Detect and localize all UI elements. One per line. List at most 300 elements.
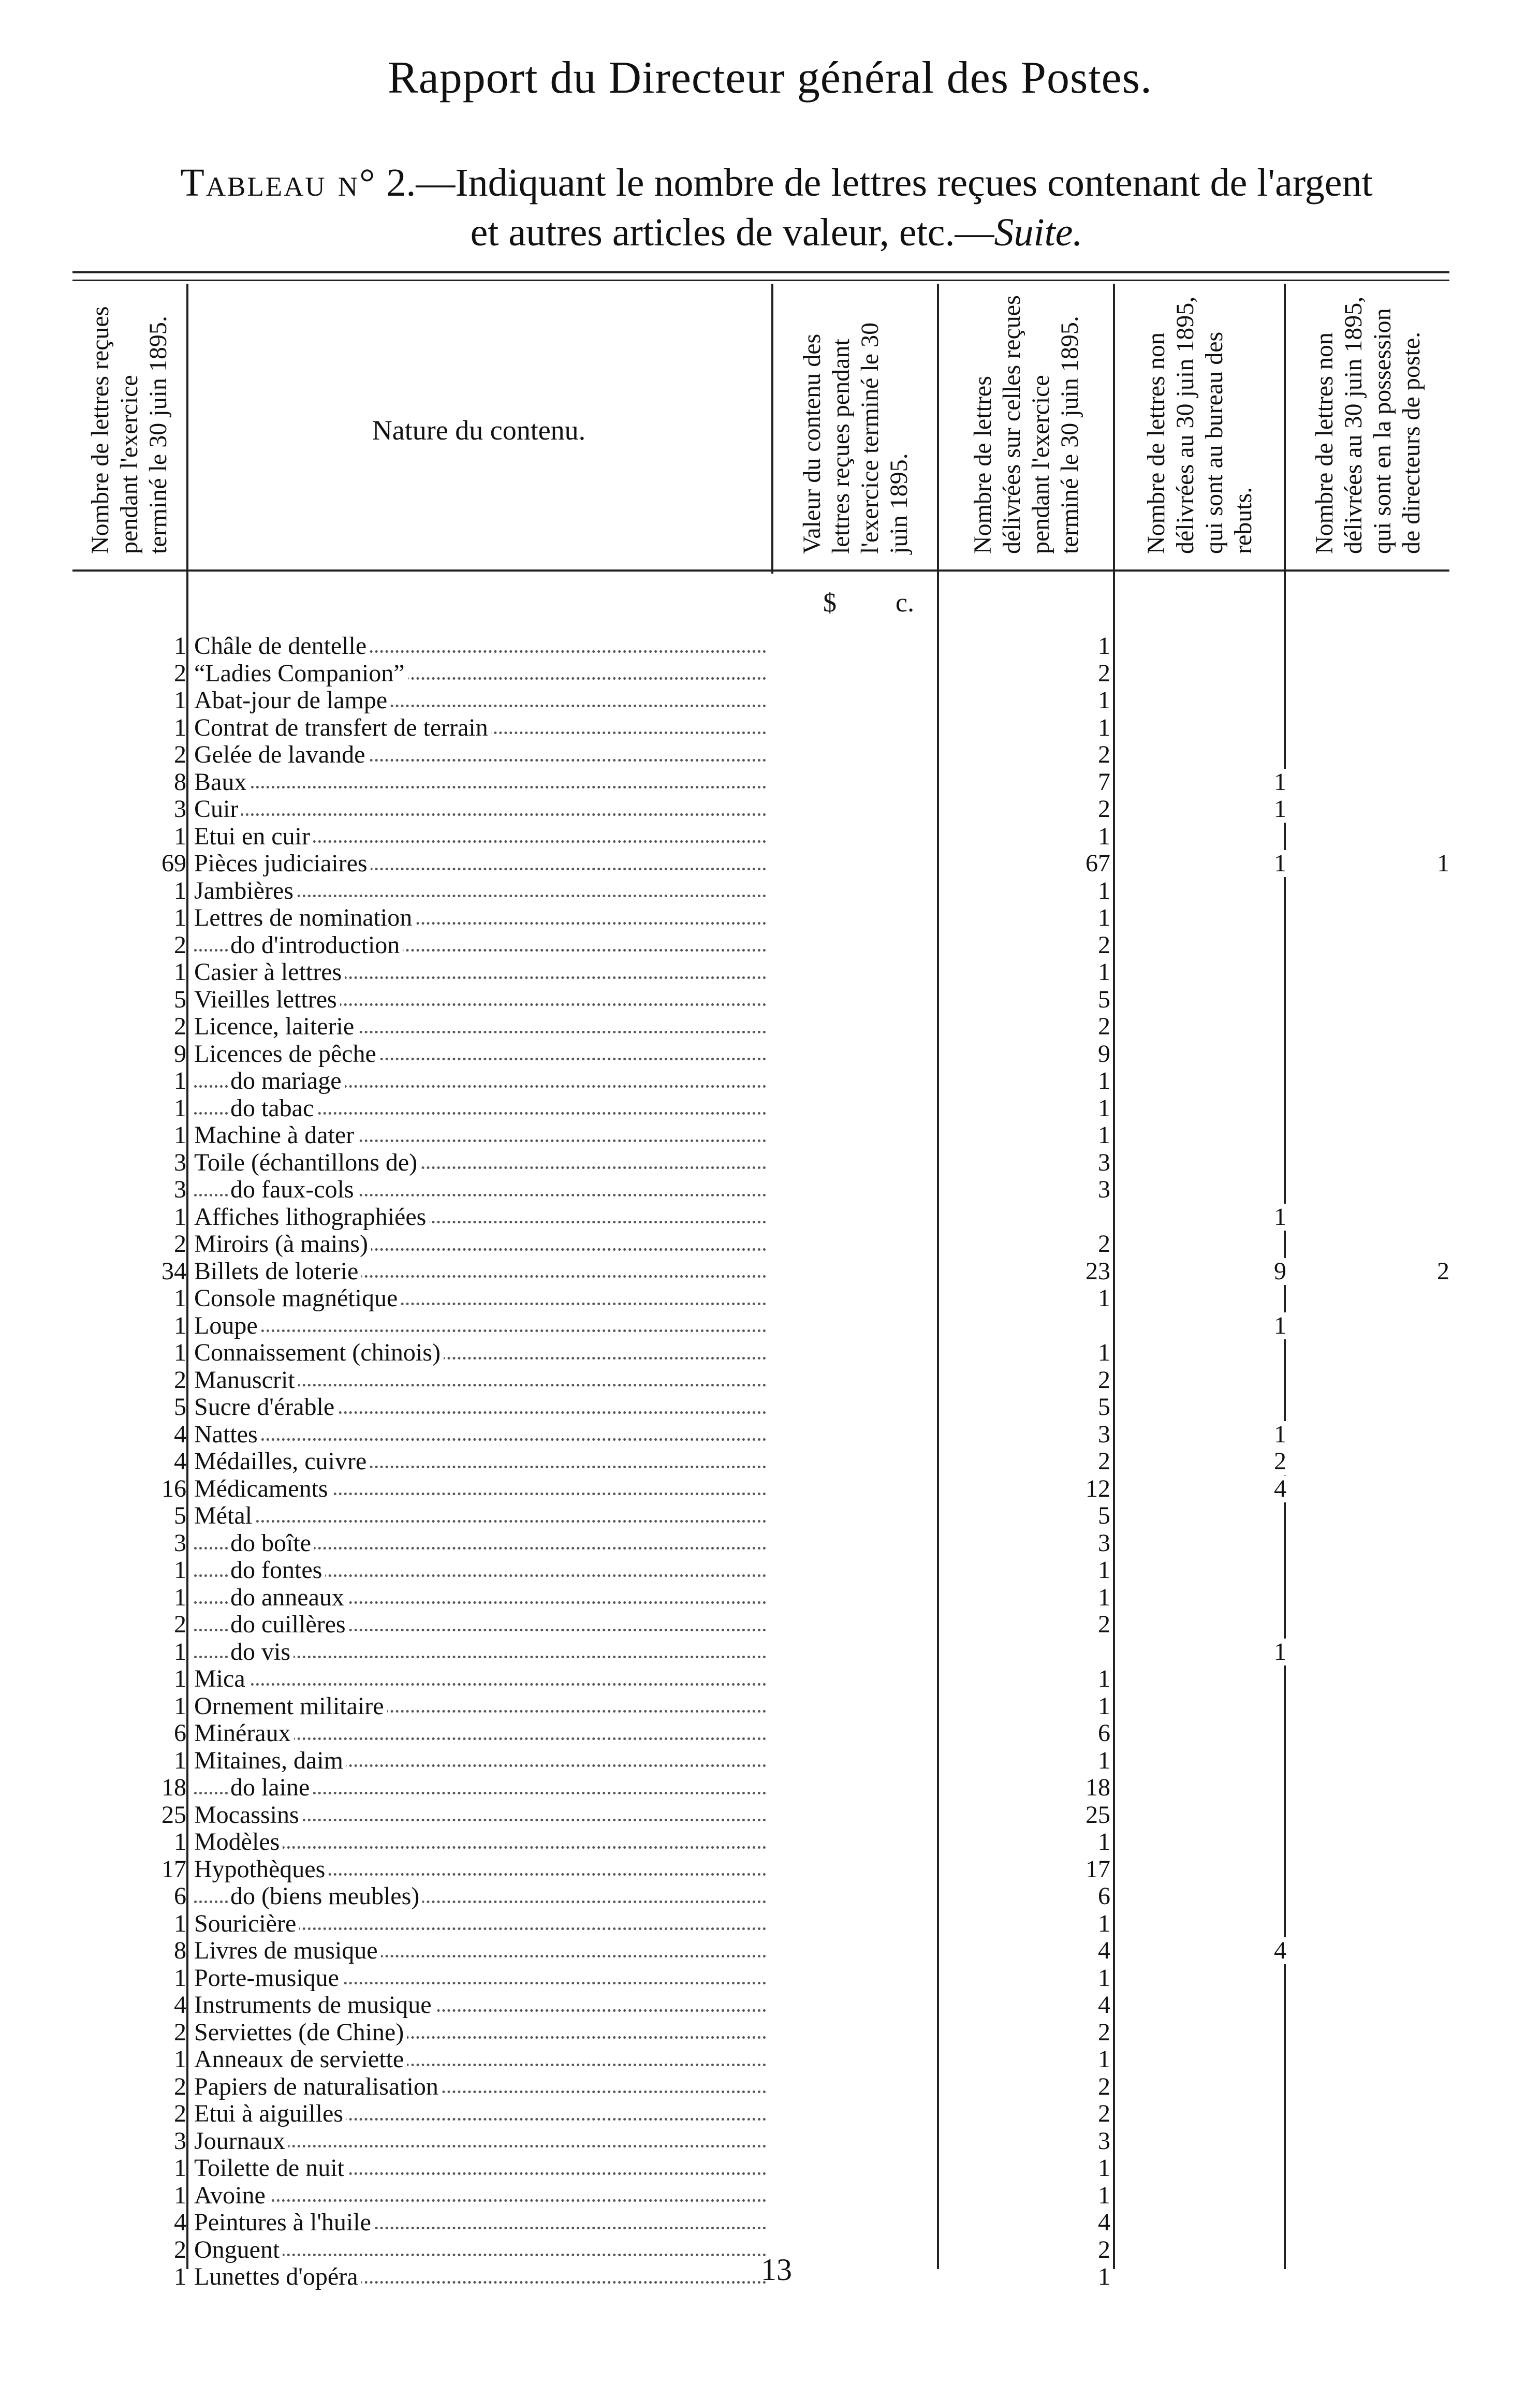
cell-recues: 4: [174, 1992, 186, 2019]
table-row: [0, 850, 1540, 878]
table-row: [0, 878, 1540, 905]
cell-recues: 2: [174, 741, 186, 768]
cell-nature: [194, 1584, 766, 1612]
table-row: [0, 1122, 1540, 1149]
cell-delivrees: [940, 1720, 1110, 1747]
cell-nature: [194, 1856, 766, 1883]
table-row: [0, 2155, 1540, 2182]
cell-nature: [194, 1502, 766, 1530]
cell-value: 2: [1270, 1448, 1286, 1475]
cell-recues: 1: [174, 1829, 186, 1855]
cell-non-delivrees: [1118, 1312, 1286, 1340]
table-row: [0, 769, 1540, 796]
nature-label: Anneaux de serviette: [194, 2046, 407, 2073]
cell-nature: [194, 2128, 766, 2155]
cell-nature: [194, 1013, 766, 1041]
table-row: [0, 714, 1540, 742]
cell-value: 1: [1094, 2263, 1110, 2290]
nature-label: Connaissement (chinois): [194, 1339, 444, 1366]
cell-non-delivrees: [1118, 1475, 1286, 1503]
nature-label: Mica: [194, 1665, 248, 1692]
nature-label: do boîte: [230, 1530, 314, 1557]
table-row: [0, 2019, 1540, 2047]
nature-label: Métal: [194, 1502, 255, 1529]
table-row: [0, 1802, 1540, 1829]
cell-recues: 1: [174, 2155, 186, 2182]
cell-recues: 1: [174, 2263, 186, 2290]
nature-label: Ornement militaire: [194, 1693, 387, 1720]
cell-recues: 1: [174, 1557, 186, 1584]
cell-nature: [194, 1693, 766, 1720]
cell-value: 5: [1094, 1502, 1110, 1529]
nature-label: do fontes: [230, 1557, 325, 1584]
cell-recues: 1: [174, 1094, 186, 1122]
cell-recues: 3: [174, 796, 186, 823]
nature-label: Serviettes (de Chine): [194, 2019, 407, 2046]
table-row: [0, 1149, 1540, 1177]
cell-recues: 1: [174, 633, 186, 660]
nature-label: do mariage: [230, 1068, 345, 1094]
cell-value: 1: [1270, 1312, 1286, 1339]
cell-value: 1: [1094, 1584, 1110, 1611]
table-row: [0, 986, 1540, 1014]
cell-delivrees: [940, 932, 1110, 959]
cell-nature: [194, 1122, 766, 1149]
cell-value: 2: [1094, 1448, 1110, 1475]
cell-delivrees: [940, 2237, 1110, 2264]
cell-recues: 1: [174, 1665, 186, 1692]
cell-value: 9: [1094, 1041, 1110, 1068]
cell-value: 1: [1094, 904, 1110, 931]
cell-recues: 5: [174, 1394, 186, 1421]
table-row: [0, 1665, 1540, 1693]
header-recues: [72, 290, 186, 559]
cell-delivrees: [940, 687, 1110, 714]
nature-label: Etui à aiguilles: [194, 2100, 346, 2127]
cell-value: 1: [1270, 1639, 1286, 1665]
cell-nature: [194, 932, 766, 959]
cell-delivrees: [940, 1747, 1110, 1775]
cell-nature: [194, 878, 766, 905]
nature-label: Abat-jour de lampe: [194, 687, 390, 714]
cell-value: 2: [1094, 1611, 1110, 1638]
table-row: [0, 1285, 1540, 1312]
cell-value: 67: [1081, 850, 1110, 877]
cell-delivrees: [940, 1992, 1110, 2019]
cell-value: 1: [1094, 1068, 1110, 1094]
cell-nature: [194, 1095, 766, 1122]
cell-value: 4: [1094, 2209, 1110, 2236]
cell-delivrees: [940, 660, 1110, 688]
cell-value: 4: [1094, 1937, 1110, 1964]
nature-label: Lunettes d'opéra: [194, 2263, 361, 2290]
cell-nature: [194, 1285, 766, 1312]
nature-label: Lettres de nomination: [194, 904, 415, 931]
cell-delivrees: [940, 2100, 1110, 2128]
cell-recues: 8: [174, 768, 186, 796]
cell-value: 1: [1433, 850, 1449, 877]
cell-nature: [194, 2237, 766, 2264]
cell-value: 3: [1094, 2128, 1110, 2155]
table-row: [0, 1204, 1540, 1231]
cell-value: 18: [1081, 1774, 1110, 1801]
nature-label: Livres de musique: [194, 1937, 381, 1964]
cell-nature: [194, 1829, 766, 1856]
cell-recues: 1: [174, 714, 186, 741]
cell-non-delivrees: [1118, 769, 1286, 796]
nature-label: Papiers de naturalisation: [194, 2073, 442, 2100]
cell-value: 2: [1094, 1367, 1110, 1394]
table-title-suite: Suite.: [994, 211, 1083, 254]
table-row: [0, 1557, 1540, 1584]
cell-value: 4: [1270, 1937, 1286, 1964]
nature-label: Nattes: [194, 1421, 261, 1448]
table-row: [0, 741, 1540, 769]
table-label: Tableau n°: [180, 161, 377, 204]
cell-nature: [194, 1720, 766, 1747]
cell-value: 2: [1094, 1231, 1110, 1258]
cell-nature: [194, 2019, 766, 2047]
table-row: [0, 796, 1540, 823]
cell-recues: 6: [174, 1720, 186, 1747]
cell-value: 2: [1433, 1258, 1449, 1285]
cell-recues: 25: [162, 1801, 186, 1829]
cell-value: 1: [1094, 1910, 1110, 1937]
cell-nature: [194, 1557, 766, 1584]
header-valeur: [774, 290, 937, 559]
cell-recues: 34: [162, 1258, 186, 1285]
cell-value: 2: [1094, 2100, 1110, 2127]
nature-label: Mitaines, daim: [194, 1747, 346, 1774]
cell-recues: 18: [162, 1774, 186, 1801]
cell-recues: 2: [174, 2019, 186, 2046]
cell-nature: [194, 796, 766, 823]
unit-dollars: $: [823, 588, 837, 618]
cell-recues: 4: [174, 1421, 186, 1448]
table-title-text1: 2.—Indiquant le nombre de lettres reçues contenant de l'argent: [386, 161, 1373, 204]
header-possession: [1286, 290, 1449, 559]
nature-label: Porte-musique: [194, 1965, 342, 1992]
cell-value: 1: [1094, 2182, 1110, 2209]
header-delivrees: [940, 290, 1113, 559]
cell-delivrees: [940, 1611, 1110, 1639]
cell-delivrees: [940, 741, 1110, 769]
table-row: [0, 1829, 1540, 1856]
table-title: [78, 158, 1475, 257]
cell-delivrees: [940, 986, 1110, 1014]
cell-value: 4: [1094, 1992, 1110, 2019]
column-divider: [771, 284, 773, 574]
nature-label: “Ladies Companion”: [194, 660, 408, 687]
cell-value: 1: [1094, 959, 1110, 986]
cell-delivrees: [940, 1910, 1110, 1938]
cell-value: 1: [1094, 1285, 1110, 1312]
cell-nature: [194, 1204, 766, 1231]
cell-non-delivrees: [1118, 1258, 1286, 1285]
cell-delivrees: [940, 1802, 1110, 1829]
cell-recues: 2: [174, 2073, 186, 2100]
nature-label: Loupe: [194, 1312, 261, 1339]
cell-nature: [194, 1910, 766, 1938]
table-row: [0, 1747, 1540, 1775]
table-row: [0, 660, 1540, 688]
cell-delivrees: [940, 2263, 1110, 2291]
cell-non-delivrees: [1118, 1448, 1286, 1475]
cell-recues: 2: [174, 1366, 186, 1394]
cell-delivrees: [940, 1122, 1110, 1149]
cell-delivrees: [940, 2073, 1110, 2101]
table-row: [0, 932, 1540, 959]
cell-nature: [194, 1339, 766, 1367]
cell-value: 3: [1094, 1149, 1110, 1176]
cell-recues: 2: [174, 1611, 186, 1638]
cell-recues: 3: [174, 1529, 186, 1557]
cell-value: 1: [1094, 2155, 1110, 2182]
cell-delivrees: [940, 904, 1110, 932]
nature-label: Casier à lettres: [194, 959, 345, 986]
cell-delivrees: [940, 1231, 1110, 1258]
header-non-delivrees: [1116, 290, 1284, 559]
cell-nature: [194, 904, 766, 932]
table-row: [0, 1693, 1540, 1720]
cell-nature: [194, 1367, 766, 1394]
cell-recues: 3: [174, 1149, 186, 1176]
cell-nature: [194, 959, 766, 986]
cell-nature: [194, 1041, 766, 1068]
table-row: [0, 1312, 1540, 1340]
cell-value: 3: [1094, 1176, 1110, 1203]
cell-non-delivrees: [1118, 850, 1286, 878]
table-row: [0, 1856, 1540, 1883]
cell-nature: [194, 660, 766, 688]
cell-non-delivrees: [1118, 1421, 1286, 1449]
cell-recues: 1: [174, 687, 186, 714]
cell-value: 1: [1094, 1747, 1110, 1774]
cell-delivrees: [940, 2128, 1110, 2155]
cell-value: 1: [1270, 1204, 1286, 1231]
cell-delivrees: [940, 1475, 1110, 1503]
cell-delivrees: [940, 2182, 1110, 2210]
cell-recues: 2: [174, 1231, 186, 1258]
cell-value: 1: [1270, 1421, 1286, 1448]
nature-label: Billets de loterie: [194, 1258, 361, 1285]
cell-possession: [1289, 850, 1449, 878]
table-row: [0, 2209, 1540, 2237]
nature-label: do faux-cols: [230, 1176, 357, 1203]
cell-nature: [194, 633, 766, 660]
cell-nature: [194, 687, 766, 714]
leader-dots: [194, 1683, 766, 1686]
cell-delivrees: [940, 1584, 1110, 1612]
leader-dots: [194, 1329, 766, 1332]
cell-value: 2: [1094, 1013, 1110, 1040]
leader-dots: [194, 1520, 766, 1523]
cell-nature: [194, 1448, 766, 1475]
cell-value: 2: [1094, 2237, 1110, 2263]
cell-delivrees: [940, 769, 1110, 796]
cell-value: 2: [1094, 741, 1110, 768]
cell-nature: [194, 1068, 766, 1095]
leader-dots: [194, 2199, 766, 2202]
cell-recues: 2: [174, 1013, 186, 1040]
cell-value: 2: [1094, 796, 1110, 823]
page-title: Rapport du Directeur général des Postes.: [388, 53, 1152, 103]
cell-recues: 1: [174, 1638, 186, 1665]
table-row: [0, 1584, 1540, 1612]
table-row: [0, 1421, 1540, 1449]
header-bottom-rule: [72, 569, 1449, 572]
nature-label: Minéraux: [194, 1720, 294, 1747]
nature-label: Médicaments: [194, 1475, 331, 1502]
nature-label: Journaux: [194, 2128, 288, 2155]
cell-recues: 1: [174, 823, 186, 850]
cell-recues: 1: [174, 1747, 186, 1774]
cell-non-delivrees: [1118, 1639, 1286, 1666]
cell-nature: [194, 1883, 766, 1910]
cell-nature: [194, 1965, 766, 1992]
cell-recues: 9: [174, 1040, 186, 1068]
cell-delivrees: [940, 1095, 1110, 1122]
cell-nature: [194, 1394, 766, 1421]
table-row: [0, 904, 1540, 932]
cell-recues: 1: [174, 1584, 186, 1611]
leader-dots: [194, 813, 766, 816]
cell-delivrees: [940, 1421, 1110, 1449]
nature-label: Instruments de musique: [194, 1992, 435, 2019]
cell-value: 25: [1081, 1802, 1110, 1829]
nature-label: Pièces judiciaires: [194, 850, 371, 877]
nature-label: Jambières: [194, 878, 297, 904]
nature-label: Sucre d'érable: [194, 1394, 338, 1421]
nature-label: Onguent: [194, 2237, 283, 2263]
table-row: [0, 1013, 1540, 1041]
cell-value: 6: [1094, 1720, 1110, 1747]
cell-delivrees: [940, 1774, 1110, 1802]
cell-delivrees: [940, 1965, 1110, 1992]
cell-nature: [194, 1992, 766, 2019]
cell-value: 1: [1094, 823, 1110, 850]
nature-label: Gelée de lavande: [194, 741, 368, 768]
cell-value: 1: [1270, 850, 1286, 877]
cell-value: 1: [1094, 1693, 1110, 1720]
page-number: 13: [761, 2253, 792, 2287]
nature-label: do anneaux: [230, 1584, 347, 1611]
cell-nature: [194, 1176, 766, 1204]
cell-recues: 6: [174, 1883, 186, 1910]
cell-recues: 1: [174, 1203, 186, 1231]
nature-label: Machine à dater: [194, 1122, 357, 1149]
nature-label: Vieilles lettres: [194, 986, 340, 1013]
table-row: [0, 823, 1540, 851]
cell-delivrees: [940, 1339, 1110, 1367]
table-row: [0, 959, 1540, 986]
cell-value: 1: [1094, 878, 1110, 904]
cell-value: 9: [1270, 1258, 1286, 1285]
cell-recues: 1: [174, 2182, 186, 2209]
table-row: [0, 1041, 1540, 1068]
cell-delivrees: [940, 1829, 1110, 1856]
cell-delivrees: [940, 2209, 1110, 2237]
cell-recues: 1: [174, 959, 186, 986]
cell-recues: 1: [174, 1964, 186, 1992]
table-title-text2: et autres articles de valeur, etc.—: [470, 211, 994, 254]
top-rule-thin: [72, 280, 1449, 281]
table-row: [0, 1095, 1540, 1122]
cell-nature: [194, 986, 766, 1014]
cell-non-delivrees: [1118, 1937, 1286, 1965]
cell-nature: [194, 2073, 766, 2101]
header-recues-text: Nombre de lettres reçues pendant l'exercice terminé le 30 juin 1895.: [86, 306, 172, 554]
header-possession-text: Nombre de lettres non délivrées au 30 juin 1895, qui sont en la possession de directeurs de poste.: [1310, 296, 1425, 554]
cell-delivrees: [940, 1665, 1110, 1693]
header-non-delivrees-text: Nombre de lettres non délivrées au 30 juin 1895, qui sont au bureau des rebuts.: [1142, 296, 1257, 554]
cell-nature: [194, 1747, 766, 1775]
nature-label: do laine: [230, 1774, 313, 1801]
cell-nature: [194, 1937, 766, 1965]
cell-delivrees: [940, 1937, 1110, 1965]
table-row: [0, 1367, 1540, 1394]
cell-value: 1: [1094, 687, 1110, 714]
table-row: [0, 1258, 1540, 1285]
cell-nature: [194, 1475, 766, 1503]
cell-value: 6: [1094, 1883, 1110, 1910]
cell-value: 5: [1094, 1394, 1110, 1421]
table-row: [0, 1502, 1540, 1530]
cell-nature: [194, 823, 766, 851]
nature-label: Licence, laiterie: [194, 1013, 357, 1040]
table-row: [0, 1883, 1540, 1910]
cell-delivrees: [940, 1502, 1110, 1530]
cell-nature: [194, 1611, 766, 1639]
cell-value: 1: [1094, 1665, 1110, 1692]
cell-non-delivrees: [1118, 796, 1286, 823]
cell-nature: [194, 1802, 766, 1829]
cell-delivrees: [940, 2046, 1110, 2073]
cell-nature: [194, 850, 766, 878]
nature-label: do tabac: [230, 1095, 317, 1122]
table-row: [0, 1965, 1540, 1992]
table-row: [0, 1068, 1540, 1095]
cell-delivrees: [940, 878, 1110, 905]
cell-recues: 2: [174, 660, 186, 687]
cell-nature: [194, 1665, 766, 1693]
cell-value: 17: [1081, 1856, 1110, 1883]
nature-label: Modèles: [194, 1829, 283, 1855]
nature-label: Licences de pêche: [194, 1041, 379, 1068]
cell-value: 7: [1094, 769, 1110, 796]
nature-label: Châle de dentelle: [194, 633, 370, 660]
cell-delivrees: [940, 714, 1110, 742]
table-row: [0, 2100, 1540, 2128]
table-row: [0, 2073, 1540, 2101]
nature-label: Hypothèques: [194, 1856, 328, 1883]
cell-recues: 2: [174, 2100, 186, 2127]
cell-nature: [194, 741, 766, 769]
cell-recues: 3: [174, 2127, 186, 2155]
nature-label: Toilette de nuit: [194, 2155, 347, 2182]
top-rule-thick: [72, 271, 1449, 273]
table-row: [0, 1639, 1540, 1666]
nature-label: Toile (échantillons de): [194, 1149, 420, 1176]
cell-recues: 5: [174, 986, 186, 1013]
nature-label: Mocassins: [194, 1802, 302, 1829]
cell-value: 1: [1094, 1965, 1110, 1992]
cell-value: 12: [1081, 1475, 1110, 1502]
nature-label: Avoine: [194, 2182, 269, 2209]
table-row: [0, 1176, 1540, 1204]
nature-label: Souricière: [194, 1910, 299, 1937]
cell-delivrees: [940, 1883, 1110, 1910]
